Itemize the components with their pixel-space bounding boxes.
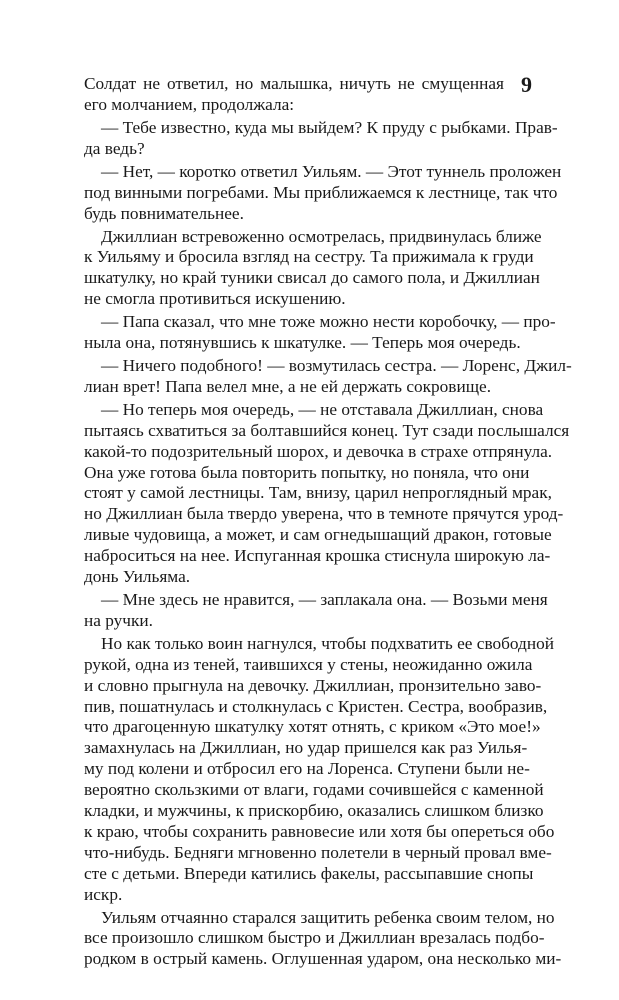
text-line: ныла она, потянувшись к шкатулке. — Теперь моя очередь. <box>84 333 521 353</box>
text-line: му под колени и отбросил его на Лоренса. Ступени были не- <box>84 759 530 779</box>
text-line: под винными погребами. Мы приближаемся к лестнице, так что <box>84 182 558 202</box>
text-line: — Мне здесь не нравится, — заплакала она. — Возьми меня <box>101 590 548 610</box>
paragraph <box>84 74 504 116</box>
paragraph <box>84 312 556 354</box>
text-line: пытаясь схватиться за болтавшийся конец. Тут сзади послышался <box>84 420 570 440</box>
text-line: — Но теперь моя очередь, — не отставала Джиллиан, снова <box>101 399 544 419</box>
text-line: Уильям отчаянно старался защитить ребенка своим телом, но <box>101 907 555 927</box>
text-line: Солдат не ответил, но малышка, ничуть не смущенная <box>84 74 504 93</box>
text-line: будь повнимательнее. <box>84 203 244 223</box>
text-line: да ведь? <box>84 138 145 158</box>
text-line: Она уже готова была повторить попытку, но поняла, что они <box>84 462 530 482</box>
body-text <box>84 74 572 970</box>
text-line: — Нет, — коротко ответил Уильям. — Этот туннель проложен <box>101 161 562 181</box>
text-line: искр. <box>84 884 123 904</box>
text-line: пив, пошатнулась и столкнулась с Кристен. Сестра, вообразив, <box>84 696 548 716</box>
text-line: — Папа сказал, что мне тоже можно нести коробочку, — про- <box>101 312 556 332</box>
text-line: рукой, одна из теней, таившихся у стены, неожиданно ожила <box>84 654 533 674</box>
text-line: Но как только воин нагнулся, чтобы подхватить ее свободной <box>101 633 554 653</box>
paragraph <box>84 633 555 906</box>
paragraph <box>84 161 562 225</box>
text-line: лиан врет! Папа велел мне, а не ей держать сокровище. <box>84 376 492 396</box>
text-line: — Ничего подобного! — возмутилась сестра. — Лоренс, Джил- <box>101 356 572 376</box>
text-line: замахнулась на Джиллиан, но удар пришелся как раз Уилья- <box>84 738 528 758</box>
text-line: к краю, чтобы сохранить равновесие или хотя бы опереться обо <box>84 821 555 841</box>
text-line: вероятно скользкими от влаги, годами сочившейся с каменной <box>84 780 544 800</box>
text-line: кладки, и мужчины, к прискорбию, оказались слишком близко <box>84 801 544 821</box>
paragraph <box>84 356 572 398</box>
text-line: но Джиллиан была твердо уверена, что в темноте прячутся урод- <box>84 504 564 524</box>
text-line: его молчанием, продолжала: <box>84 94 295 114</box>
text-line: все произошло слишком быстро и Джиллиан врезалась подбо- <box>84 928 545 948</box>
text-line: какой-то подозрительный шорох, и девочка в страхе отпрянула. <box>84 441 553 461</box>
text-line: что-нибудь. Бедняги мгновенно полетели в черный провал вме- <box>84 842 552 862</box>
text-line: и словно прыгнула на девочку. Джиллиан, пронзительно заво- <box>84 675 542 695</box>
paragraph <box>84 907 562 971</box>
text-line: что драгоценную шкатулку хотят отнять, с криком «Это мое!» <box>84 717 541 737</box>
page-number: 9 <box>521 72 532 97</box>
text-line: донь Уильяма. <box>84 567 191 587</box>
text-line: родком в острый камень. Оглушенная ударом, она несколько ми- <box>84 949 562 969</box>
text-line: Джиллиан встревоженно осмотрелась, придвинулась ближе <box>101 226 542 246</box>
text-line: сте с детьми. Впереди катились факелы, рассыпавшие снопы <box>84 863 534 883</box>
text-line: к Уильяму и бросила взгляд на сестру. Та прижимала к груди <box>84 247 534 267</box>
paragraph <box>84 226 542 311</box>
text-line: ливые чудовища, а может, и сам огнедышащий дракон, готовые <box>84 525 552 545</box>
text-line: на ручки. <box>84 610 153 630</box>
text-line: не смогла противиться искушению. <box>84 289 346 309</box>
text-line: шкатулку, но край туники свисал до самого пола, и Джиллиан <box>84 268 540 288</box>
paragraph <box>84 590 548 632</box>
text-line: — Тебе известно, куда мы выйдем? К пруду с рыбками. Прав- <box>101 117 558 137</box>
text-line: наброситься на нее. Испуганная крошка стиснула широкую ла- <box>84 546 551 566</box>
paragraph <box>84 117 558 160</box>
paragraph <box>84 399 570 588</box>
text-line: стоят у самой лестницы. Там, внизу, царил непроглядный мрак, <box>84 483 552 503</box>
